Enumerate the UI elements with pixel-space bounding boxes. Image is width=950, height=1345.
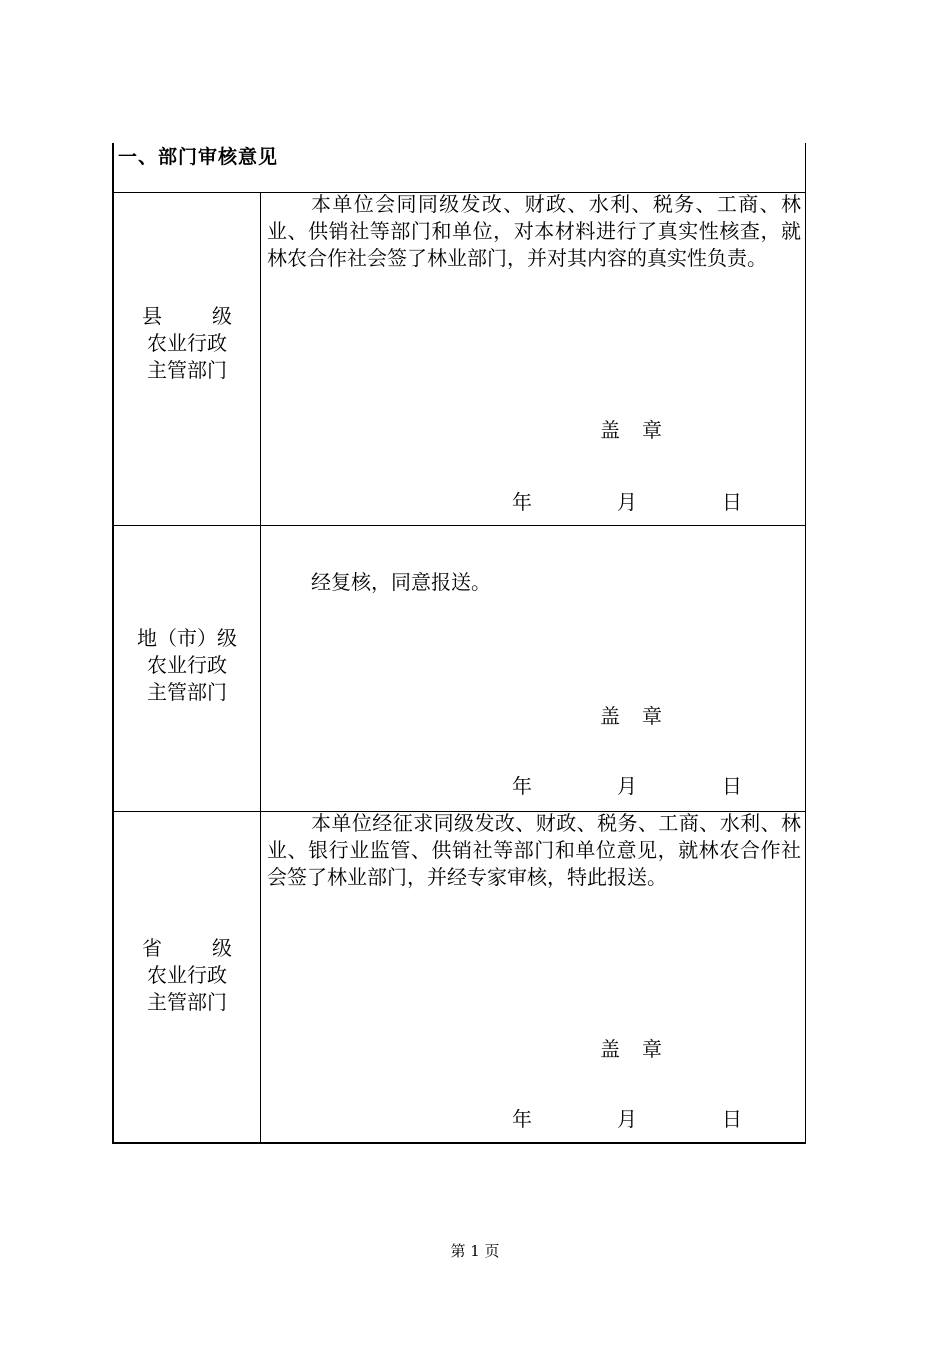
province-date-year: 年 <box>512 1107 532 1131</box>
province-date-day: 日 <box>722 1107 742 1131</box>
county-label-char-2: 级 <box>212 304 232 328</box>
province-date-month: 月 <box>617 1107 637 1131</box>
province-label-line-2: 农业行政 <box>147 963 227 987</box>
county-label-line-3: 主管部门 <box>147 358 227 382</box>
prefecture-label-line-1: 地（市）级 <box>137 626 237 650</box>
province-review-row <box>112 811 806 1144</box>
province-label-cell <box>112 812 261 1144</box>
prefecture-opinion-text: 经复核，同意报送。 <box>311 570 491 594</box>
prefecture-label-line-3: 主管部门 <box>147 680 227 704</box>
prefecture-date-month: 月 <box>617 774 637 798</box>
county-seal-label: 盖章 <box>600 418 684 442</box>
county-review-row <box>112 192 806 525</box>
county-label-line-2: 农业行政 <box>147 331 227 355</box>
prefecture-review-row <box>112 525 806 811</box>
province-label <box>142 935 232 1016</box>
prefecture-date-year: 年 <box>512 774 532 798</box>
page-number: 第 1 页 <box>450 1242 500 1260</box>
province-label-char-1: 省 <box>142 936 162 960</box>
county-label-char-1: 县 <box>142 304 162 328</box>
prefecture-date-line <box>512 770 742 799</box>
prefecture-label-cell <box>112 526 261 811</box>
prefecture-label-line-2: 农业行政 <box>147 653 227 677</box>
prefecture-date-day: 日 <box>722 774 742 798</box>
province-date-line <box>512 1103 742 1132</box>
province-label-line-3: 主管部门 <box>147 990 227 1014</box>
county-opinion-text: 本单位会同同级发改、财政、水利、税务、工商、林业、供销社等部门和单位，对本材料进行了真实性核查，就林农合作社会签了林业部门，并对其内容的真实性负责。 <box>267 192 801 270</box>
county-label-cell <box>112 193 261 525</box>
province-label-char-2: 级 <box>212 936 232 960</box>
county-label <box>142 303 232 384</box>
prefecture-seal-label: 盖章 <box>600 704 684 728</box>
county-date-month: 月 <box>617 490 637 514</box>
county-date-line <box>512 486 742 515</box>
section-title: 一、部门审核意见 <box>118 146 279 168</box>
province-seal-label: 盖章 <box>600 1037 684 1061</box>
province-opinion-text: 本单位经征求同级发改、财政、税务、工商、水利、林业、银行业监管、供销社等部门和单位意见，就林农合作社会签了林业部门，并经专家审核，特此报送。 <box>267 811 801 889</box>
county-date-day: 日 <box>722 490 742 514</box>
county-date-year: 年 <box>512 490 532 514</box>
prefecture-label <box>120 625 254 706</box>
